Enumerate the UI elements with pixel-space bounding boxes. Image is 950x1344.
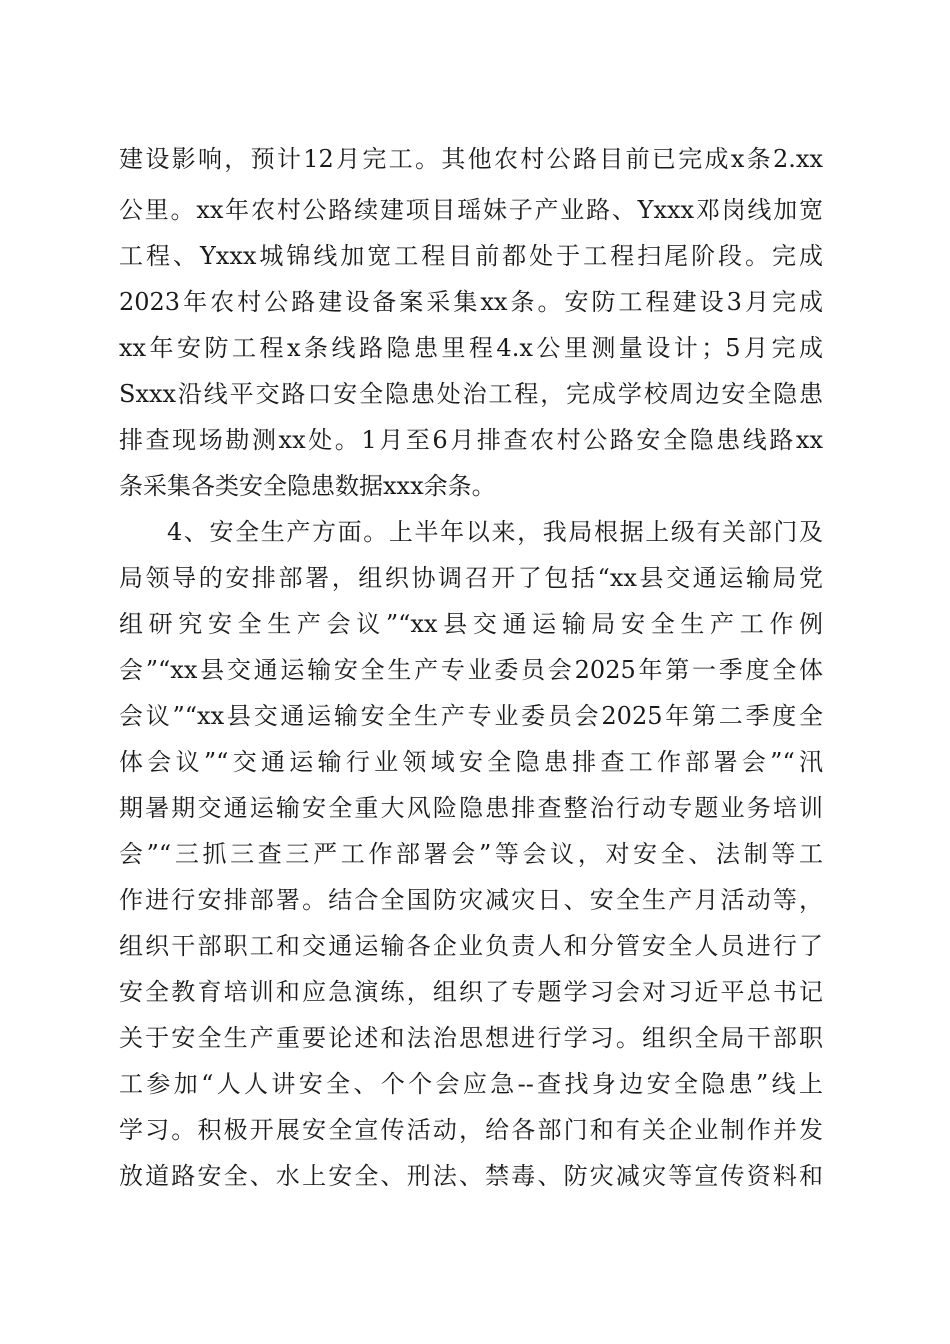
paragraph-line: Sxxx沿线平交路口安全隐患处治工程，完成学校周边安全隐患 xyxy=(119,380,823,408)
paragraph-line: 关于安全生产重要论述和法治思想进行学习。组织全局干部职 xyxy=(119,1024,823,1052)
paragraph-line: 4、安全生产方面。上半年以来，我局根据上级有关部门及 xyxy=(167,518,823,546)
paragraph-line: xx年安防工程x条线路隐患里程4.x公里测量设计；5月完成 xyxy=(119,334,823,362)
paragraph-line: 建设影响，预计12月完工。其他农村公路目前已完成x条2.xx xyxy=(119,145,823,173)
paragraph-line: 会议”“xx县交通运输安全生产专业委员会2025年第二季度全 xyxy=(119,702,823,730)
paragraph-line: 工程、Yxxx城锦线加宽工程目前都处于工程扫尾阶段。完成 xyxy=(119,242,823,270)
paragraph-line: 2023年农村公路建设备案采集xx条。安防工程建设3月完成 xyxy=(119,288,823,316)
paragraph-line: 组织干部职工和交通运输各企业负责人和分管安全人员进行了 xyxy=(119,932,823,960)
paragraph-line: 学习。积极开展安全宣传活动，给各部门和有关企业制作并发 xyxy=(119,1116,823,1144)
paragraph-line: 体会议”“交通运输行业领域安全隐患排查工作部署会”“汛 xyxy=(119,748,823,776)
paragraph-line: 期暑期交通运输安全重大风险隐患排查整治行动专题业务培训 xyxy=(119,794,823,822)
paragraph-line: 会”“xx县交通运输安全生产专业委员会2025年第一季度全体 xyxy=(119,656,823,684)
paragraph-line: 作进行安排部署。结合全国防灾减灾日、安全生产月活动等， xyxy=(119,886,823,914)
paragraph-line: 条采集各类安全隐患数据xxx余条。 xyxy=(119,472,496,500)
paragraph-line: 组研究安全生产会议”“xx县交通运输局安全生产工作例 xyxy=(119,610,823,638)
paragraph-line: 放道路安全、水上安全、刑法、禁毒、防灾减灾等宣传资料和 xyxy=(119,1162,823,1190)
paragraph-line: 局领导的安排部署，组织协调召开了包括“xx县交通运输局党 xyxy=(119,564,823,592)
paragraph-line: 公里。xx年农村公路续建项目瑶妹子产业路、Yxxx邓岗线加宽 xyxy=(119,196,823,224)
paragraph-line: 安全教育培训和应急演练，组织了专题学习会对习近平总书记 xyxy=(119,978,823,1006)
paragraph-line: 会”“三抓三查三严工作部署会”等会议，对安全、法制等工 xyxy=(119,840,823,868)
paragraph-line: 排查现场勘测xx处。1月至6月排查农村公路安全隐患线路xx xyxy=(119,426,823,454)
paragraph-line: 工参加“人人讲安全、个个会应急--查找身边安全隐患”线上 xyxy=(119,1070,823,1098)
